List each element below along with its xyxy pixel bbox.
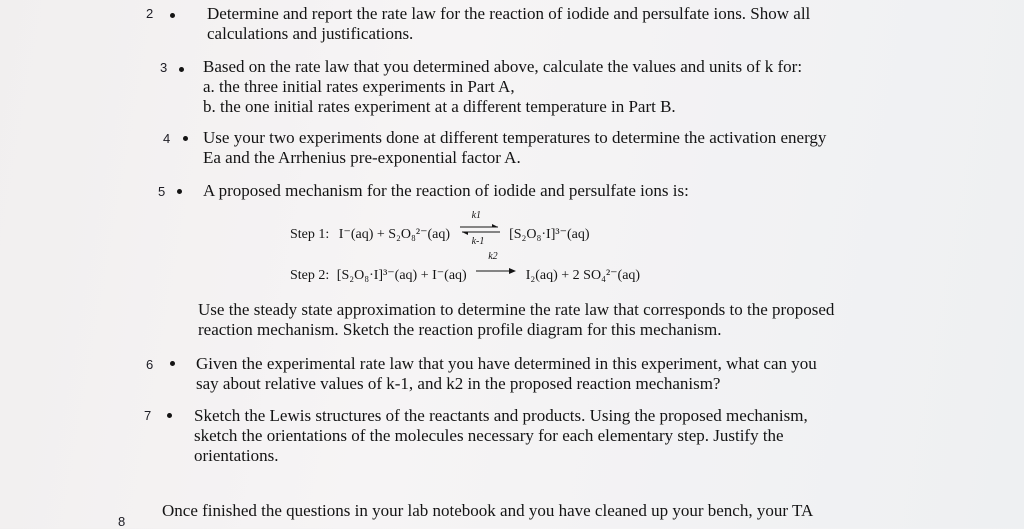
question-4-line-1: Use your two experiments done at different temperatures to determine the activation energy — [203, 128, 827, 147]
question-7-line-3: orientations. — [194, 446, 279, 465]
rate-constant-k1: k1 — [471, 210, 482, 221]
question-5-line-1: A proposed mechanism for the reaction of iodide and persulfate ions is: — [203, 181, 689, 200]
question-6-line-2: say about relative values of k-1, and k2 in the proposed reaction mechanism? — [196, 374, 721, 393]
question-2-line-2: calculations and justifications. — [207, 24, 414, 43]
question-7 — [194, 406, 994, 466]
question-4-line-2: Ea and the Arrhenius pre-exponential factor A. — [203, 148, 521, 167]
mechanism-step-1 — [290, 210, 590, 247]
bullet-dot — [177, 189, 182, 194]
question-7-line-1: Sketch the Lewis structures of the reactants and products. Using the proposed mechanism, — [194, 406, 808, 425]
handwritten-number-6: 6 — [146, 357, 154, 372]
bullet-dot — [179, 67, 184, 72]
handwritten-number-3: 3 — [160, 60, 168, 75]
closing-line-1: Once finished the questions in your lab notebook and you have cleaned up your bench, your TA — [162, 501, 814, 520]
rate-constant-k-1: k-1 — [471, 236, 485, 247]
steady-state-line-2: reaction mechanism. Sketch the reaction profile diagram for this mechanism. — [198, 320, 722, 339]
handwritten-number-5: 5 — [158, 184, 166, 199]
question-4 — [203, 128, 1003, 168]
closing-paragraph — [162, 501, 1002, 521]
question-3-line-a: a. the three initial rates experiments in Part A, — [203, 77, 515, 96]
step-1-reactants: I⁻(aq) + S₂O₈²⁻(aq) — [338, 227, 451, 242]
question-6 — [196, 354, 996, 394]
question-3 — [203, 57, 1003, 117]
bullet-dot — [170, 361, 175, 366]
step-1-label: Step 1: — [290, 227, 330, 242]
equilibrium-arrow — [458, 210, 502, 247]
step-2-reactants: [S₂O₈·I]³⁻(aq) + I⁻(aq) — [336, 268, 467, 283]
handwritten-number-8: 8 — [118, 514, 126, 529]
question-5 — [203, 181, 1003, 201]
handwritten-number-2: 2 — [146, 6, 154, 21]
bullet-dot — [183, 136, 188, 141]
step-1-products: [S₂O₈·I]³⁻(aq) — [509, 227, 590, 242]
bullet-dot — [170, 13, 175, 18]
step-2-label: Step 2: — [290, 268, 330, 283]
mechanism-step-2 — [290, 251, 641, 284]
forward-arrow-icon — [474, 263, 518, 279]
handwritten-number-4: 4 — [163, 131, 171, 146]
bullet-dot — [167, 413, 172, 418]
step-2-products: I₂(aq) + 2 SO₄²⁻(aq) — [525, 268, 641, 283]
question-3-line-b: b. the one initial rates experiment at a different temperature in Part B. — [203, 97, 676, 116]
question-2 — [207, 4, 1007, 44]
forward-arrow — [474, 251, 518, 279]
handwritten-number-7: 7 — [144, 408, 152, 423]
question-6-line-1: Given the experimental rate law that you have determined in this experiment, what can you — [196, 354, 817, 373]
question-3-line-1: Based on the rate law that you determined above, calculate the values and units of k for: — [203, 57, 803, 76]
steady-state-paragraph — [198, 300, 998, 340]
rate-constant-k2: k2 — [488, 251, 498, 262]
steady-state-line-1: Use the steady state approximation to determine the rate law that corresponds to the proposed — [198, 300, 835, 319]
question-2-line-1: Determine and report the rate law for the reaction of iodide and persulfate ions. Show all — [207, 4, 811, 23]
question-7-line-2: sketch the orientations of the molecules necessary for each elementary step. Justify the — [194, 426, 784, 445]
